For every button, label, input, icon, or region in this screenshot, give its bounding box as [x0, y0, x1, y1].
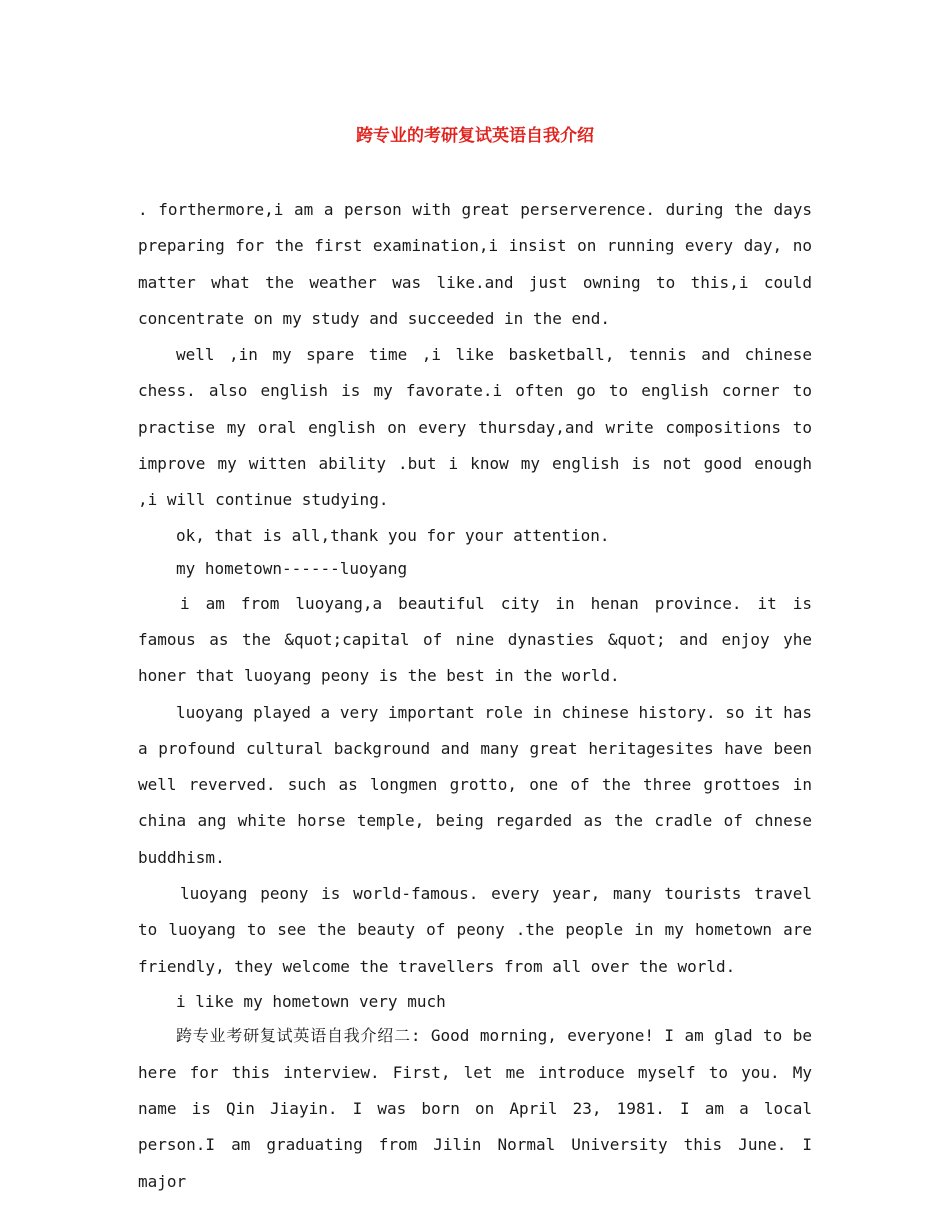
- document-body: [138, 192, 812, 1200]
- paragraph-like-hometown: i like my hometown very much: [176, 991, 446, 1011]
- paragraph-hobbies: well ,in my spare time ,i like basketball, tennis and chinese chess. also english is my favorate.i often go to english corner to practise my oral english on every thursday,and write compositions to improve my witten ability .but i know my english is not good enough ,i will continue studying.: [138, 345, 812, 510]
- paragraph-perseverance: . forthermore,i am a person with great perserverence. during the days preparing for the first examination,i insist on running every day, no matter what the weather was like.and just owning to this,i could concentrate on my study and succeeded in the end.: [138, 200, 812, 328]
- paragraph-hometown-heading: my hometown------luoyang: [176, 559, 408, 579]
- paragraph-luoyang-intro: i am from luoyang,a beautiful city in henan province. it is famous as the &quot;capital of nine dynasties &quot; and enjoy yhe honer that luoyang peony is the best in the world.: [138, 593, 812, 686]
- paragraph-closing: ok, that is all,thank you for your attention.: [176, 525, 610, 545]
- document-title: 跨专业的考研复试英语自我介绍: [356, 126, 594, 146]
- paragraph-luoyang-peony: luoyang peony is world-famous. every year, many tourists travel to luoyang to see the beauty of peony .the people in my hometown are friendly, they welcome the travellers from all over the world.: [138, 884, 812, 976]
- paragraph-introduction-two: 跨专业考研复试英语自我介绍二: Good morning, everyone! I am glad to be here for this interview. First, let me introduce myself to you. My name is Qin Jiayin. I was born on April 23, 1981. I am a local person.I am graduating from Jilin Normal University this June. I major: [138, 1026, 812, 1191]
- paragraph-luoyang-history: luoyang played a very important role in chinese history. so it has a profound cultural background and many great heritagesites have been well reverved. such as longmen grotto, one of the three grottoes in china ang white horse temple, being regarded as the cradle of chnese buddhism.: [138, 702, 812, 867]
